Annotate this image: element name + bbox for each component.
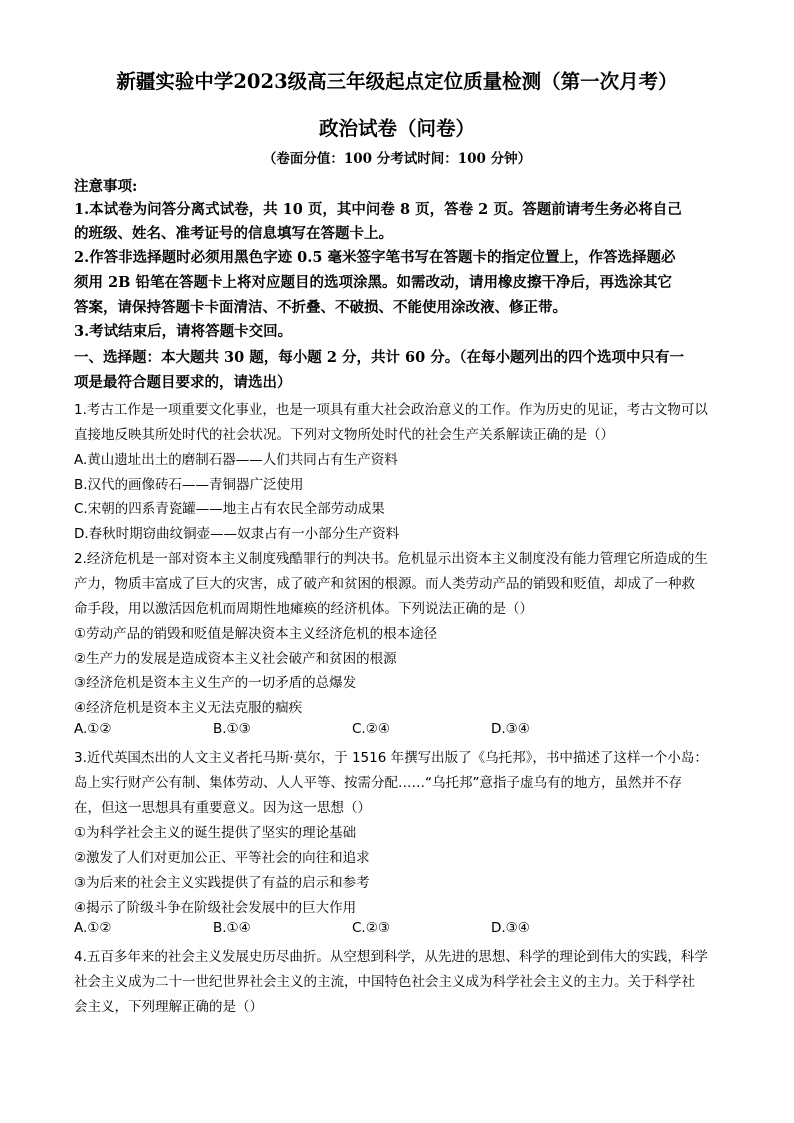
notes-heading: 注意事项: — [74, 178, 138, 195]
q2-choice-a: A.①② — [74, 721, 112, 737]
q1-option-b: B.汉代的画像砖石——青铜器广泛使用 — [74, 477, 304, 493]
notes-line: 须用 2B 铅笔在答题卡上将对应题目的选项涂黑。如需改动，请用橡皮擦干净后，再选涂其它 — [74, 274, 672, 291]
q4-stem: 4.五百多年来的社会主义发展史历尽曲折。从空想到科学，从先进的思想、科学的理论到伟大的实践，科学 — [74, 949, 708, 965]
q2-item: ③经济危机是资本主义生产的一切矛盾的总爆发 — [74, 675, 357, 691]
exam-subtitle: 政治试卷（问卷） — [318, 117, 475, 140]
q1-stem: 1.考古工作是一项重要文化事业，也是一项具有重大社会政治意义的工作。作为历史的见证，考古文物可以 — [74, 402, 708, 418]
q1-stem: 直接地反映其所处时代的社会状况。下列对文物所处时代的社会生产关系解读正确的是（） — [74, 427, 614, 443]
q2-stem: 产力，物质丰富成了巨大的灾害，成了破产和贫困的根源。而人类劳动产品的销毁和贬值，却成了一种救 — [74, 576, 695, 592]
q3-item: ④揭示了阶级斗争在阶级社会发展中的巨大作用 — [74, 900, 357, 916]
section-heading: 一、选择题：本大题共 30 题，每小题 2 分，共计 60 分。（在每小题列出的四个选项中只有一 — [74, 349, 684, 366]
q3-choice-d: D.③④ — [491, 920, 530, 936]
notes-line: 1.本试卷为问答分离式试卷，共 10 页，其中问卷 8 页，答卷 2 页。答题前请考生务必将自己 — [74, 201, 682, 218]
notes-line: 3.考试结束后，请将答题卡交回。 — [74, 323, 293, 340]
notes-line: 的班级、姓名、准考证号的信息填写在答题卡上。 — [74, 225, 393, 242]
q3-stem: 岛上实行财产公有制、集体劳动、人人平等、按需分配……“乌托邦”意指子虚乌有的地方，虽然并不存 — [74, 775, 682, 791]
q1-option-d: D.春秋时期窃曲纹铜壶——奴隶占有一小部分生产资料 — [74, 526, 400, 542]
q2-choice-d: D.③④ — [491, 721, 530, 737]
q2-item: ②生产力的发展是造成资本主义社会破产和贫困的根源 — [74, 651, 397, 667]
q1-option-a: A.黄山遗址出土的磨制石器——人们共同占有生产资料 — [74, 452, 398, 468]
section-heading: 项是最符合题目要求的，请选出） — [74, 374, 292, 391]
q2-stem: 2.经济危机是一部对资本主义制度残酷罪行的判决书。危机显示出资本主义制度没有能力管理它所造成的生 — [74, 551, 708, 567]
exam-info: （卷面分值：100 分考试时间：100 分钟） — [262, 151, 532, 167]
q2-stem: 命手段，用以激活因危机而周期性地瘫痪的经济机体。下列说法正确的是（） — [74, 601, 533, 617]
q3-stem: 3.近代英国杰出的人文主义者托马斯·莫尔，于 1516 年撰写出版了《乌托邦》，书中描述了这样一个小岛： — [74, 750, 708, 766]
q1-option-c: C.宋朝的四系青瓷罐——地主占有农民全部劳动成果 — [74, 501, 385, 517]
q2-item: ④经济危机是资本主义无法克服的痼疾 — [74, 700, 303, 716]
q3-item: ①为科学社会主义的诞生提供了坚实的理论基础 — [74, 825, 357, 841]
q2-choice-b: B.①③ — [213, 721, 251, 737]
exam-title: 新疆实验中学2023级高三年级起点定位质量检测（第一次月考） — [116, 70, 678, 93]
q2-item: ①劳动产品的销毁和贬值是解决资本主义经济危机的根本途径 — [74, 626, 438, 642]
q3-choice-a: A.①② — [74, 920, 112, 936]
q4-stem: 会主义，下列理解正确的是（） — [74, 999, 263, 1015]
q3-choice-c: C.②③ — [352, 920, 390, 936]
q3-choice-b: B.①④ — [213, 920, 251, 936]
q2-choice-c: C.②④ — [352, 721, 390, 737]
q3-item: ②激发了人们对更加公正、平等社会的向往和追求 — [74, 850, 370, 866]
q3-item: ③为后来的社会主义实践提供了有益的启示和参考 — [74, 875, 370, 891]
notes-line: 2.作答非选择题时必须用黑色字迹 0.5 毫米签字笔书写在答题卡的指定位置上，作答选择题必 — [74, 249, 676, 266]
q3-stem: 在，但这一思想具有重要意义。因为这一思想（） — [74, 800, 371, 816]
q4-stem: 社会主义成为二十一世纪世界社会主义的主流，中国特色社会主义成为科学社会主义的主力。关于科学社 — [74, 974, 695, 990]
notes-line: 答案，请保持答题卡卡面清洁、不折叠、不破损、不能使用涂改液、修正带。 — [74, 299, 567, 316]
